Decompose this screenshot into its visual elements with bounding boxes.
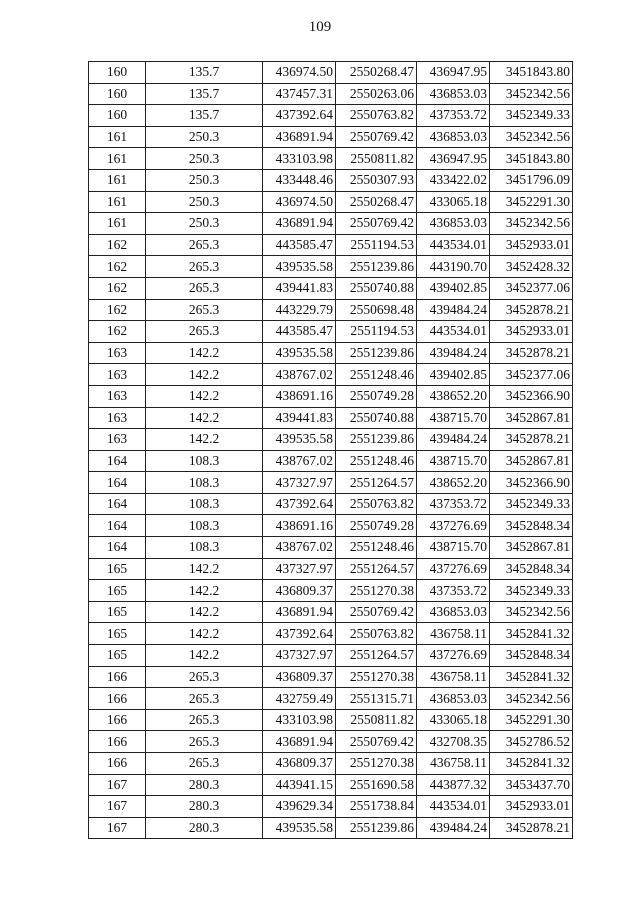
table-row <box>89 105 573 127</box>
table-row <box>89 709 573 731</box>
table-cell: 2550763.82 <box>336 623 417 645</box>
table-cell: 142.2 <box>146 407 263 429</box>
table-row <box>89 515 573 537</box>
table-cell: 436891.94 <box>263 213 336 235</box>
table-cell: 265.3 <box>146 256 263 278</box>
table-cell: 438767.02 <box>263 450 336 472</box>
table-cell: 433448.46 <box>263 169 336 191</box>
table-cell: 2551264.57 <box>336 472 417 494</box>
table-cell: 436758.11 <box>417 623 490 645</box>
table-row <box>89 385 573 407</box>
table-cell: 2550763.82 <box>336 105 417 127</box>
table-cell: 2551239.86 <box>336 429 417 451</box>
table-cell: 160 <box>89 83 146 105</box>
table-cell: 2550769.42 <box>336 731 417 753</box>
table-cell: 161 <box>89 191 146 213</box>
table-cell: 2550769.42 <box>336 601 417 623</box>
table-cell: 439629.34 <box>263 796 336 818</box>
table-cell: 265.3 <box>146 234 263 256</box>
table-cell: 250.3 <box>146 213 263 235</box>
table-cell: 3452366.90 <box>490 385 573 407</box>
table-cell: 438715.70 <box>417 450 490 472</box>
table-cell: 265.3 <box>146 709 263 731</box>
table-cell: 443585.47 <box>263 321 336 343</box>
table-cell: 3451796.09 <box>490 169 573 191</box>
table-cell: 437392.64 <box>263 623 336 645</box>
table-cell: 135.7 <box>146 105 263 127</box>
table-cell: 2550263.06 <box>336 83 417 105</box>
table-cell: 3452291.30 <box>490 191 573 213</box>
table-cell: 166 <box>89 753 146 775</box>
table-cell: 436891.94 <box>263 731 336 753</box>
table-row <box>89 666 573 688</box>
table-cell: 2551239.86 <box>336 256 417 278</box>
table-cell: 250.3 <box>146 126 263 148</box>
table-row <box>89 169 573 191</box>
table-cell: 2550769.42 <box>336 213 417 235</box>
table-row <box>89 537 573 559</box>
table-cell: 437327.97 <box>263 472 336 494</box>
table-cell: 165 <box>89 601 146 623</box>
table-cell: 280.3 <box>146 817 263 839</box>
table-cell: 3452841.32 <box>490 753 573 775</box>
table-cell: 439441.83 <box>263 277 336 299</box>
table-cell: 2550749.28 <box>336 515 417 537</box>
table-cell: 142.2 <box>146 429 263 451</box>
table-cell: 443229.79 <box>263 299 336 321</box>
table-cell: 2551248.46 <box>336 537 417 559</box>
table-cell: 167 <box>89 796 146 818</box>
table-cell: 162 <box>89 234 146 256</box>
table-cell: 439535.58 <box>263 817 336 839</box>
table-cell: 3452848.34 <box>490 558 573 580</box>
table-row <box>89 256 573 278</box>
table-cell: 163 <box>89 342 146 364</box>
table-cell: 438767.02 <box>263 537 336 559</box>
table-cell: 436891.94 <box>263 126 336 148</box>
table-row <box>89 472 573 494</box>
table-cell: 164 <box>89 537 146 559</box>
table-cell: 3452878.21 <box>490 299 573 321</box>
table-cell: 166 <box>89 666 146 688</box>
table-cell: 160 <box>89 105 146 127</box>
table-cell: 3452867.81 <box>490 450 573 472</box>
table-row <box>89 234 573 256</box>
table-cell: 2551248.46 <box>336 364 417 386</box>
table-cell: 437276.69 <box>417 558 490 580</box>
table-cell: 437276.69 <box>417 645 490 667</box>
table-cell: 436853.03 <box>417 213 490 235</box>
table-row <box>89 580 573 602</box>
table-cell: 437353.72 <box>417 580 490 602</box>
table-cell: 438715.70 <box>417 537 490 559</box>
table-cell: 2551239.86 <box>336 817 417 839</box>
table-cell: 3452342.56 <box>490 83 573 105</box>
table-cell: 165 <box>89 645 146 667</box>
table-cell: 167 <box>89 774 146 796</box>
table-cell: 2550811.82 <box>336 148 417 170</box>
table-cell: 436947.95 <box>417 148 490 170</box>
table-row <box>89 364 573 386</box>
table-cell: 3452933.01 <box>490 321 573 343</box>
table-cell: 2550268.47 <box>336 191 417 213</box>
table-cell: 166 <box>89 731 146 753</box>
table-cell: 142.2 <box>146 342 263 364</box>
table-row <box>89 601 573 623</box>
table-cell: 265.3 <box>146 688 263 710</box>
table-cell: 3452349.33 <box>490 105 573 127</box>
table-cell: 162 <box>89 277 146 299</box>
table-cell: 2551239.86 <box>336 342 417 364</box>
table-cell: 436853.03 <box>417 601 490 623</box>
table-cell: 2550811.82 <box>336 709 417 731</box>
table-cell: 160 <box>89 62 146 84</box>
table-cell: 436809.37 <box>263 753 336 775</box>
table-cell: 439484.24 <box>417 429 490 451</box>
table-cell: 135.7 <box>146 62 263 84</box>
table-cell: 438652.20 <box>417 385 490 407</box>
table-cell: 2551270.38 <box>336 580 417 602</box>
table-cell: 437353.72 <box>417 105 490 127</box>
table-cell: 3452878.21 <box>490 817 573 839</box>
table-cell: 161 <box>89 213 146 235</box>
table-cell: 3452428.32 <box>490 256 573 278</box>
table-cell: 161 <box>89 126 146 148</box>
table-cell: 3452377.06 <box>490 277 573 299</box>
table-cell: 443877.32 <box>417 774 490 796</box>
table-cell: 3452342.56 <box>490 213 573 235</box>
table-cell: 2550307.93 <box>336 169 417 191</box>
table-row <box>89 148 573 170</box>
table-cell: 439535.58 <box>263 429 336 451</box>
table-cell: 280.3 <box>146 796 263 818</box>
table-cell: 3453437.70 <box>490 774 573 796</box>
table-cell: 142.2 <box>146 558 263 580</box>
table-cell: 108.3 <box>146 472 263 494</box>
table-cell: 439535.58 <box>263 256 336 278</box>
table-row <box>89 493 573 515</box>
table-cell: 438691.16 <box>263 385 336 407</box>
table-cell: 163 <box>89 407 146 429</box>
table-cell: 142.2 <box>146 385 263 407</box>
table-cell: 3451843.80 <box>490 62 573 84</box>
table-cell: 436853.03 <box>417 126 490 148</box>
table-row <box>89 796 573 818</box>
table-cell: 265.3 <box>146 731 263 753</box>
table-cell: 436809.37 <box>263 666 336 688</box>
table-cell: 2551270.38 <box>336 753 417 775</box>
table-row <box>89 774 573 796</box>
table-row <box>89 817 573 839</box>
table-row <box>89 688 573 710</box>
table-cell: 436974.50 <box>263 191 336 213</box>
table-cell: 437327.97 <box>263 558 336 580</box>
table-cell: 163 <box>89 429 146 451</box>
table-cell: 162 <box>89 299 146 321</box>
table-row <box>89 126 573 148</box>
table-cell: 2551738.84 <box>336 796 417 818</box>
coordinates-table <box>88 61 573 839</box>
table-cell: 3452841.32 <box>490 623 573 645</box>
table-cell: 437276.69 <box>417 515 490 537</box>
table-cell: 108.3 <box>146 450 263 472</box>
table-cell: 3452867.81 <box>490 537 573 559</box>
table-cell: 3452786.52 <box>490 731 573 753</box>
table-cell: 433065.18 <box>417 709 490 731</box>
table-cell: 164 <box>89 493 146 515</box>
table-cell: 2551194.53 <box>336 321 417 343</box>
table-row <box>89 321 573 343</box>
table-cell: 437327.97 <box>263 645 336 667</box>
table-cell: 3452342.56 <box>490 126 573 148</box>
table-cell: 3452878.21 <box>490 342 573 364</box>
table-cell: 438715.70 <box>417 407 490 429</box>
table-cell: 142.2 <box>146 623 263 645</box>
table-cell: 436974.50 <box>263 62 336 84</box>
table-cell: 162 <box>89 321 146 343</box>
table-cell: 164 <box>89 472 146 494</box>
table-row <box>89 342 573 364</box>
table-cell: 163 <box>89 364 146 386</box>
table-cell: 439484.24 <box>417 299 490 321</box>
table-cell: 3452349.33 <box>490 493 573 515</box>
table-cell: 3452933.01 <box>490 796 573 818</box>
table-cell: 3451843.80 <box>490 148 573 170</box>
table-cell: 142.2 <box>146 601 263 623</box>
table-cell: 3452377.06 <box>490 364 573 386</box>
table-cell: 3452848.34 <box>490 645 573 667</box>
table-row <box>89 83 573 105</box>
table-cell: 436809.37 <box>263 580 336 602</box>
table-cell: 436853.03 <box>417 83 490 105</box>
table-cell: 265.3 <box>146 753 263 775</box>
table-cell: 2551315.71 <box>336 688 417 710</box>
table-cell: 443534.01 <box>417 234 490 256</box>
table-row <box>89 429 573 451</box>
table-row <box>89 277 573 299</box>
table-row <box>89 450 573 472</box>
table-row <box>89 645 573 667</box>
table-cell: 3452933.01 <box>490 234 573 256</box>
table-cell: 436758.11 <box>417 753 490 775</box>
table-cell: 443585.47 <box>263 234 336 256</box>
table-row <box>89 191 573 213</box>
table-cell: 3452366.90 <box>490 472 573 494</box>
table-cell: 439402.85 <box>417 277 490 299</box>
table-cell: 161 <box>89 169 146 191</box>
table-row <box>89 213 573 235</box>
table-cell: 438652.20 <box>417 472 490 494</box>
table-cell: 165 <box>89 623 146 645</box>
table-cell: 3452848.34 <box>490 515 573 537</box>
table-cell: 438767.02 <box>263 364 336 386</box>
table-cell: 3452878.21 <box>490 429 573 451</box>
table-cell: 265.3 <box>146 277 263 299</box>
table-cell: 250.3 <box>146 191 263 213</box>
table-cell: 108.3 <box>146 493 263 515</box>
table-cell: 2551690.58 <box>336 774 417 796</box>
table-cell: 433103.98 <box>263 709 336 731</box>
table-cell: 265.3 <box>146 299 263 321</box>
table-cell: 443941.15 <box>263 774 336 796</box>
table-cell: 2551264.57 <box>336 558 417 580</box>
table-cell: 250.3 <box>146 169 263 191</box>
table-cell: 166 <box>89 688 146 710</box>
table-row <box>89 407 573 429</box>
table-cell: 167 <box>89 817 146 839</box>
table-cell: 437457.31 <box>263 83 336 105</box>
table-row <box>89 753 573 775</box>
table-cell: 3452342.56 <box>490 688 573 710</box>
table-cell: 280.3 <box>146 774 263 796</box>
table-cell: 2550763.82 <box>336 493 417 515</box>
table-cell: 439484.24 <box>417 817 490 839</box>
table-cell: 166 <box>89 709 146 731</box>
table-row <box>89 731 573 753</box>
table-cell: 2550749.28 <box>336 385 417 407</box>
page-number: 109 <box>308 19 332 35</box>
table-cell: 443534.01 <box>417 321 490 343</box>
table-cell: 2550740.88 <box>336 407 417 429</box>
table-cell: 2550698.48 <box>336 299 417 321</box>
table-cell: 165 <box>89 558 146 580</box>
table-cell: 436853.03 <box>417 688 490 710</box>
table-cell: 437353.72 <box>417 493 490 515</box>
table-cell: 162 <box>89 256 146 278</box>
table-cell: 2551248.46 <box>336 450 417 472</box>
table-cell: 437392.64 <box>263 493 336 515</box>
table-cell: 439441.83 <box>263 407 336 429</box>
table-row <box>89 299 573 321</box>
table-cell: 439402.85 <box>417 364 490 386</box>
table-cell: 250.3 <box>146 148 263 170</box>
table-cell: 433422.02 <box>417 169 490 191</box>
table-cell: 142.2 <box>146 364 263 386</box>
table-cell: 2551270.38 <box>336 666 417 688</box>
table-row <box>89 623 573 645</box>
table-cell: 443190.70 <box>417 256 490 278</box>
table-cell: 436947.95 <box>417 62 490 84</box>
table-cell: 161 <box>89 148 146 170</box>
table-cell: 2550740.88 <box>336 277 417 299</box>
table-cell: 163 <box>89 385 146 407</box>
table-cell: 2551194.53 <box>336 234 417 256</box>
table-cell: 437392.64 <box>263 105 336 127</box>
table-cell: 432708.35 <box>417 731 490 753</box>
table-cell: 265.3 <box>146 321 263 343</box>
table-cell: 108.3 <box>146 537 263 559</box>
table-cell: 108.3 <box>146 515 263 537</box>
table-cell: 165 <box>89 580 146 602</box>
table-cell: 3452291.30 <box>490 709 573 731</box>
table-cell: 142.2 <box>146 645 263 667</box>
table-cell: 3452342.56 <box>490 601 573 623</box>
table-cell: 443534.01 <box>417 796 490 818</box>
table-cell: 439535.58 <box>263 342 336 364</box>
table-cell: 439484.24 <box>417 342 490 364</box>
table-cell: 3452867.81 <box>490 407 573 429</box>
table-cell: 3452841.32 <box>490 666 573 688</box>
table-row <box>89 62 573 84</box>
table-cell: 433065.18 <box>417 191 490 213</box>
table-cell: 438691.16 <box>263 515 336 537</box>
table-cell: 164 <box>89 515 146 537</box>
table-cell: 436891.94 <box>263 601 336 623</box>
table-cell: 164 <box>89 450 146 472</box>
table-cell: 2551264.57 <box>336 645 417 667</box>
table-cell: 142.2 <box>146 580 263 602</box>
table-cell: 2550769.42 <box>336 126 417 148</box>
table-cell: 135.7 <box>146 83 263 105</box>
table-cell: 3452349.33 <box>490 580 573 602</box>
table-row <box>89 558 573 580</box>
table-cell: 265.3 <box>146 666 263 688</box>
table-body <box>89 62 573 839</box>
table-cell: 436758.11 <box>417 666 490 688</box>
table-cell: 2550268.47 <box>336 62 417 84</box>
table-cell: 432759.49 <box>263 688 336 710</box>
table-cell: 433103.98 <box>263 148 336 170</box>
